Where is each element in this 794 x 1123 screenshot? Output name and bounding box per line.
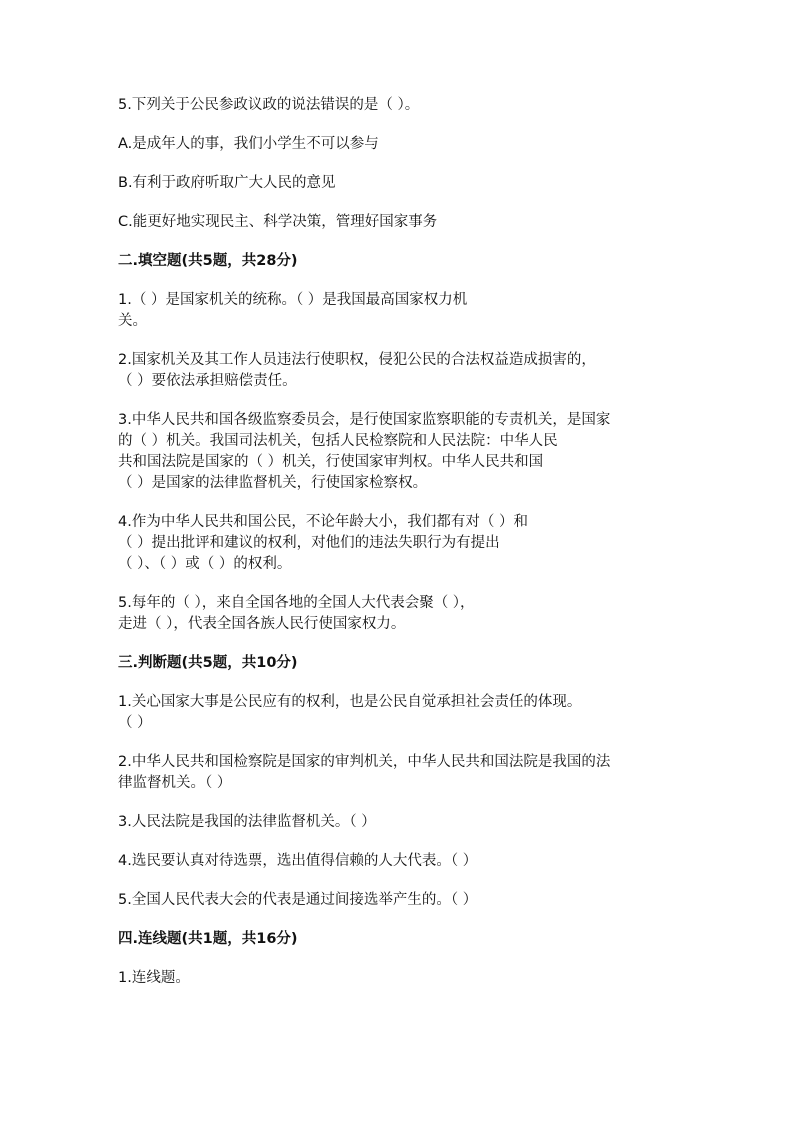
fill-q3-line1: 3.中华人民共和国各级监察委员会，是行使国家监察职能的专责机关，是国家	[118, 412, 611, 428]
fill-q3-line3: 共和国法院是国家的（ ）机关，行使国家审判权。中华人民共和国	[118, 454, 544, 470]
fill-heading: 二.填空题(共5题，共28分)	[118, 253, 298, 269]
match-heading: 四.连线题(共1题，共16分)	[118, 931, 298, 947]
judge-q2-line2: 律监督机关。（ ）	[118, 775, 232, 791]
fill-q3-line4: （ ）是国家的法律监督机关，行使国家检察权。	[118, 475, 428, 491]
judge-q1-line2: （ ）	[118, 715, 152, 731]
judge-q3: 3.人民法院是我国的法律监督机关。（ ）	[118, 814, 376, 830]
fill-q3-line2: 的（ ）机关。我国司法机关，包括人民检察院和人民法院：中华人民	[118, 433, 558, 449]
fill-q1-line2: 关。	[118, 313, 147, 329]
q5-stem: 5.下列关于公民参政议政的说法错误的是（ ）。	[118, 97, 420, 113]
q5-option-b: B.有利于政府听取广大人民的意见	[118, 175, 336, 191]
judge-heading: 三.判断题(共5题，共10分)	[118, 655, 298, 671]
judge-q5: 5.全国人民代表大会的代表是通过间接选举产生的。（ ）	[118, 892, 478, 908]
q5-option-c: C.能更好地实现民主、科学决策，管理好国家事务	[118, 214, 438, 230]
judge-q4: 4.选民要认真对待选票，选出值得信赖的人大代表。（ ）	[118, 853, 478, 869]
judge-q2-line1: 2.中华人民共和国检察院是国家的审判机关，中华人民共和国法院是我国的法	[118, 754, 611, 770]
fill-q4-line3: （ ）、（ ）或（ ）的权利。	[118, 556, 292, 572]
fill-q2-line2: （ ）要依法承担赔偿责任。	[118, 373, 297, 389]
fill-q4-line1: 4.作为中华人民共和国公民，不论年龄大小，我们都有对（ ）和	[118, 514, 528, 530]
fill-q5-line2: 走进（ ），代表全国各族人民行使国家权力。	[118, 616, 406, 632]
judge-q1-line1: 1.关心国家大事是公民应有的权利，也是公民自觉承担社会责任的体现。	[118, 694, 582, 710]
fill-q2-line1: 2.国家机关及其工作人员违法行使职权，侵犯公民的合法权益造成损害的，	[118, 352, 596, 368]
match-q1: 1.连线题。	[118, 970, 190, 986]
fill-q5-line1: 5.每年的（ ），来自全国各地的全国人大代表会聚（ ），	[118, 595, 475, 611]
fill-q4-line2: （ ）提出批评和建议的权利，对他们的违法失职行为有提出	[118, 535, 500, 551]
exam-page	[118, 95, 678, 989]
q5-option-a: A.是成年人的事，我们小学生不可以参与	[118, 136, 379, 152]
fill-q1-line1: 1.（ ）是国家机关的统称。（ ）是我国最高国家权力机	[118, 292, 468, 308]
